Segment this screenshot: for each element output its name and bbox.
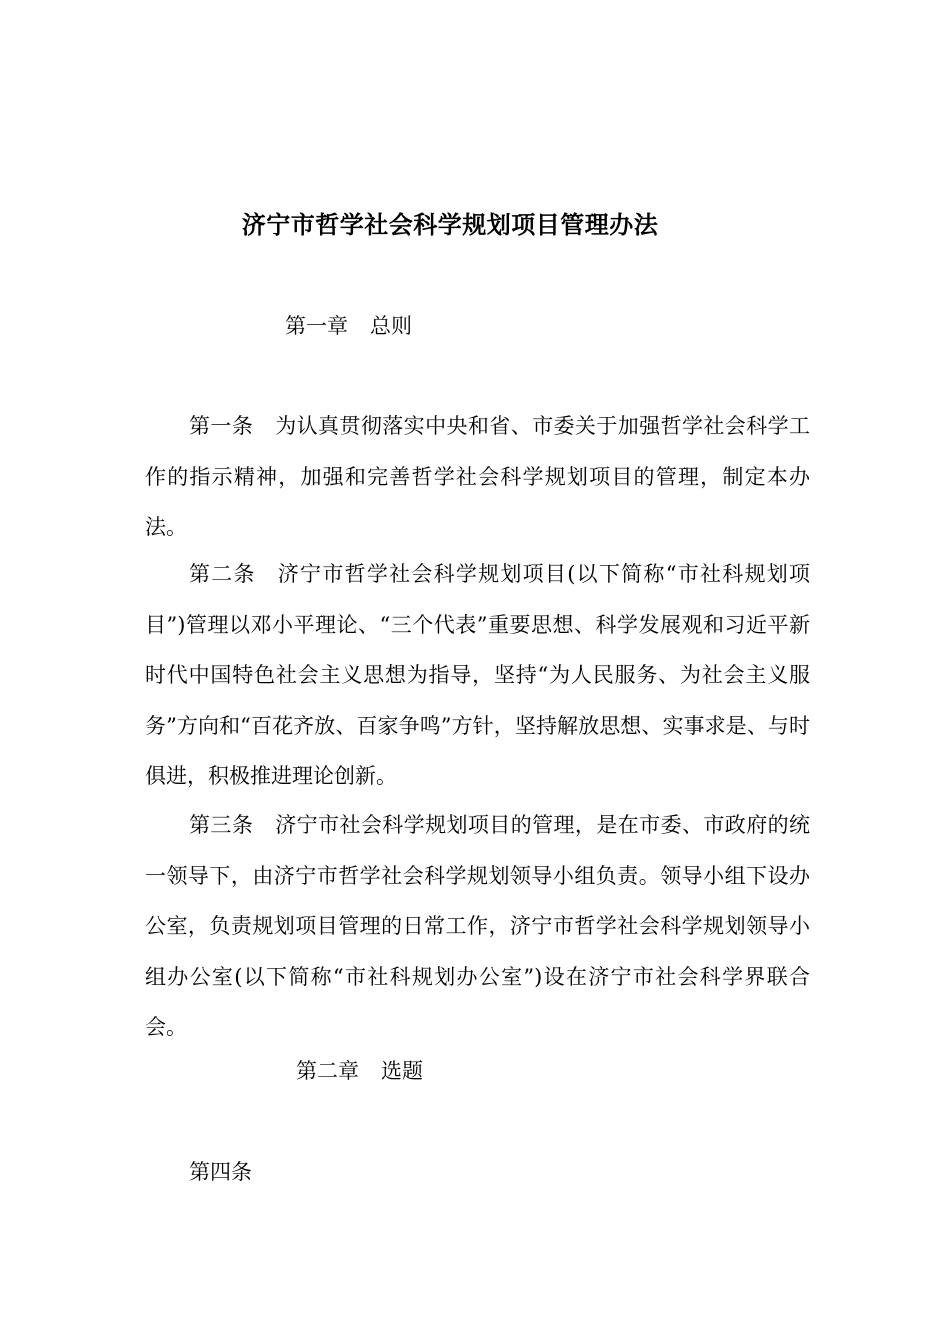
article-number: 第一条 <box>189 414 254 438</box>
chapter-heading-2 <box>296 1056 423 1086</box>
article-4 <box>145 1147 810 1198</box>
chapter-label: 第二章 <box>296 1059 359 1083</box>
article-number: 第三条 <box>189 813 254 837</box>
article-text: 为认真贯彻落实中央和省、市委关于加强哲学社会科学工作的指示精神，加强和完善哲学社会科学规划项目的管理，制定本办法。 <box>145 414 811 539</box>
article-1 <box>145 401 810 553</box>
article-text: 济宁市哲学社会科学规划项目(以下简称“市社科规划项目”)管理以邓小平理论、“三个代表”重要思想、科学发展观和习近平新时代中国特色社会主义思想为指导，坚持“为人民服务、为社会主义服务”方向和“百花齐放、百家争鸣”方针，坚持解放思想、实事求是、与时俱进，积极推进理论创新。 <box>145 562 811 788</box>
article-text: 济宁市社会科学规划项目的管理，是在市委、市政府的统一领导下，由济宁市哲学社会科学规划领导小组负责。领导小组下设办公室，负责规划项目管理的日常工作，济宁市哲学社会科学规划领导小组办公室(以下简称“市社科规划办公室”)设在济宁市社会科学界联合会。 <box>145 813 811 1039</box>
chapter-heading-1 <box>285 311 412 341</box>
article-number: 第二条 <box>189 562 256 586</box>
document-title: 济宁市哲学社会科学规划项目管理办法 <box>241 211 659 239</box>
chapter-label: 第一章 <box>285 314 348 338</box>
article-3 <box>145 800 810 1053</box>
article-2 <box>145 549 810 802</box>
article-number: 第四条 <box>189 1160 252 1184</box>
chapter-name: 总则 <box>370 314 412 338</box>
chapter-name: 选题 <box>381 1059 423 1083</box>
